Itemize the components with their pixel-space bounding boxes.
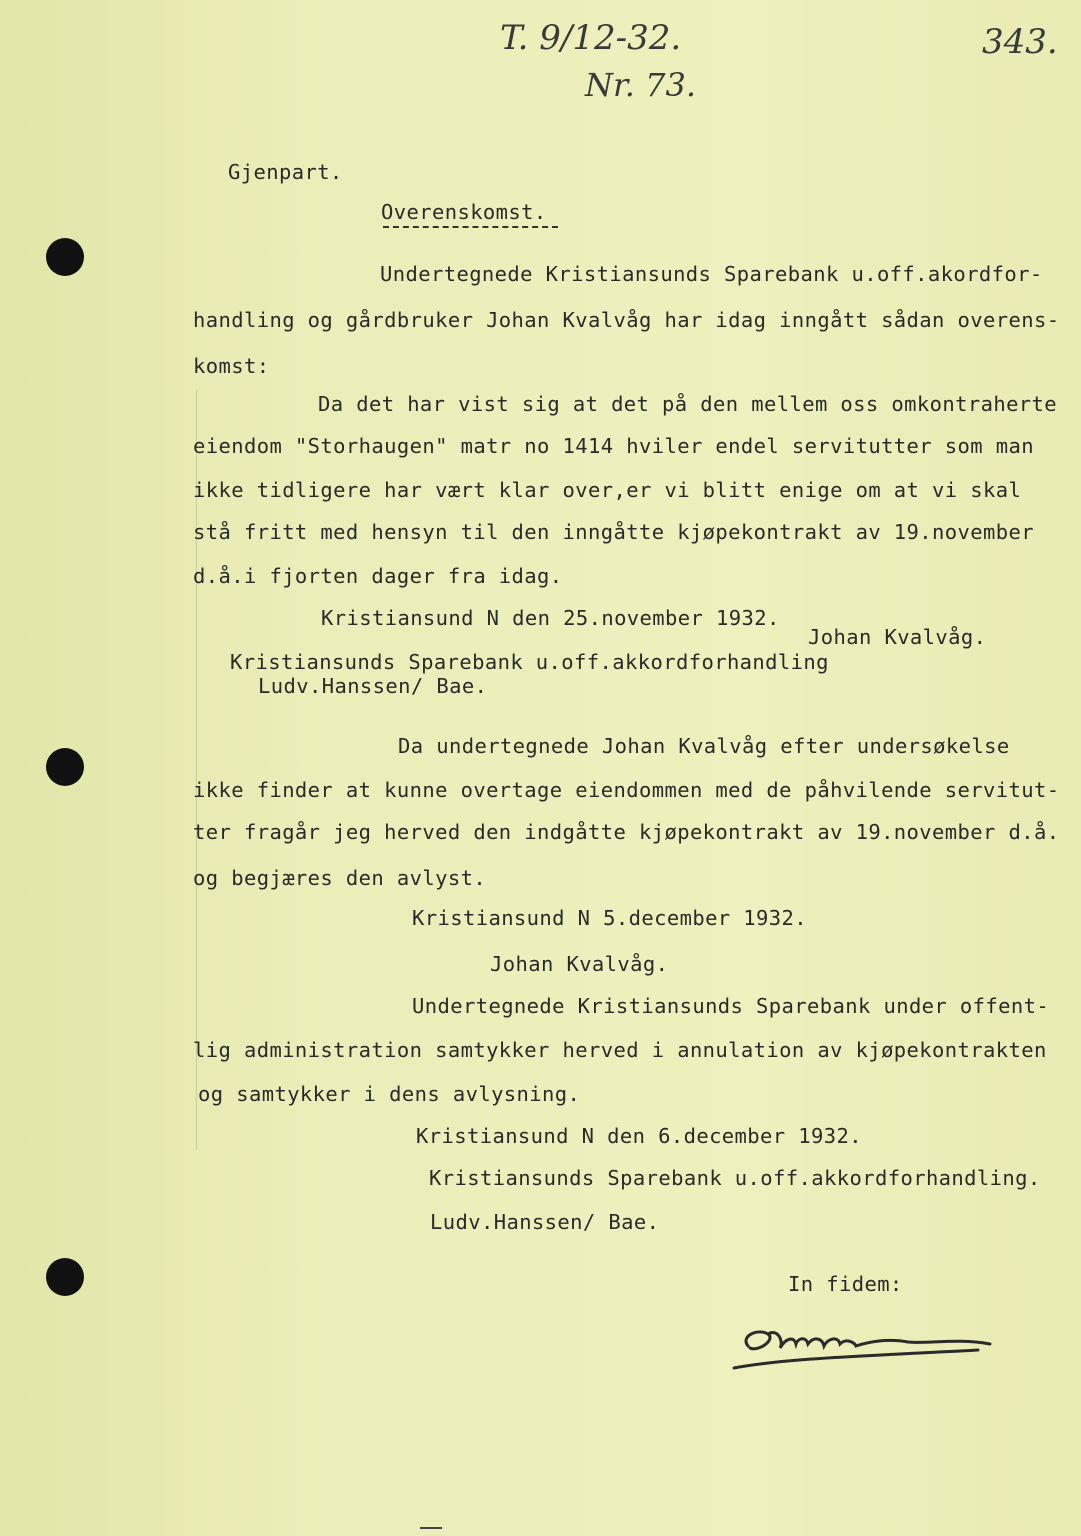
text-line: ikke tidligere har vært klar over,er vi blitt enige om at vi skal [193, 478, 1022, 502]
document-title: Overenskomst. [381, 200, 547, 224]
title-underline [383, 226, 558, 228]
copy-label: Gjenpart. [228, 160, 343, 184]
text-line: Da undertegnede Johan Kvalvåg efter undersøkelse [398, 734, 1010, 758]
text-line: handling og gårdbruker Johan Kvalvåg har idag inngått sådan overens- [193, 308, 1060, 332]
handwritten-number-note: Nr. 73. [585, 66, 697, 104]
text-line: og samtykker i dens avlysning. [198, 1082, 581, 1106]
handwritten-date-note: T. 9/12-32. [500, 18, 682, 58]
punch-hole [46, 748, 84, 786]
signature-officer: Ludv.Hanssen/ Bae. [430, 1210, 660, 1234]
text-line: ter fragår jeg herved den indgåtte kjøpekontrakt av 19.november d.å. [193, 820, 1060, 844]
signature-name: Johan Kvalvåg. [490, 952, 669, 976]
signature-bank: Kristiansunds Sparebank u.off.akkordforhandling. [429, 1166, 1041, 1190]
handwritten-signature [728, 1308, 998, 1378]
signature-officer: Ludv.Hanssen/ Bae. [258, 674, 488, 698]
text-line: Da det har vist sig at det på den mellem oss omkontraherte [318, 392, 1058, 416]
text-line: d.å.i fjorten dager fra idag. [193, 564, 563, 588]
place-date-line: Kristiansund N den 25.november 1932. [321, 606, 780, 630]
text-line: stå fritt med hensyn til den inngåtte kjøpekontrakt av 19.november [193, 520, 1034, 544]
signature-bank: Kristiansunds Sparebank u.off.akkordforhandling [230, 650, 829, 674]
page-number: 343. [982, 22, 1058, 62]
in-fidem-label: In fidem: [788, 1272, 903, 1296]
text-line: ikke finder at kunne overtage eiendommen med de påhvilende servitut- [193, 778, 1060, 802]
text-line: og begjæres den avlyst. [193, 866, 487, 890]
bottom-mark [420, 1527, 442, 1529]
punch-hole [46, 1258, 84, 1296]
text-line: lig administration samtykker herved i annulation av kjøpekontrakten [193, 1038, 1047, 1062]
place-date-line: Kristiansund N 5.december 1932. [412, 906, 808, 930]
margin-line [196, 390, 197, 1150]
place-date-line: Kristiansund N den 6.december 1932. [416, 1124, 862, 1148]
signature-name: Johan Kvalvåg. [808, 625, 987, 649]
text-line: komst: [193, 354, 270, 378]
text-line: Undertegnede Kristiansunds Sparebank u.off.akordfor- [380, 262, 1043, 286]
text-line: Undertegnede Kristiansunds Sparebank under offent- [412, 994, 1050, 1018]
text-line: eiendom "Storhaugen" matr no 1414 hviler endel servitutter som man [193, 434, 1034, 458]
punch-hole [46, 238, 84, 276]
